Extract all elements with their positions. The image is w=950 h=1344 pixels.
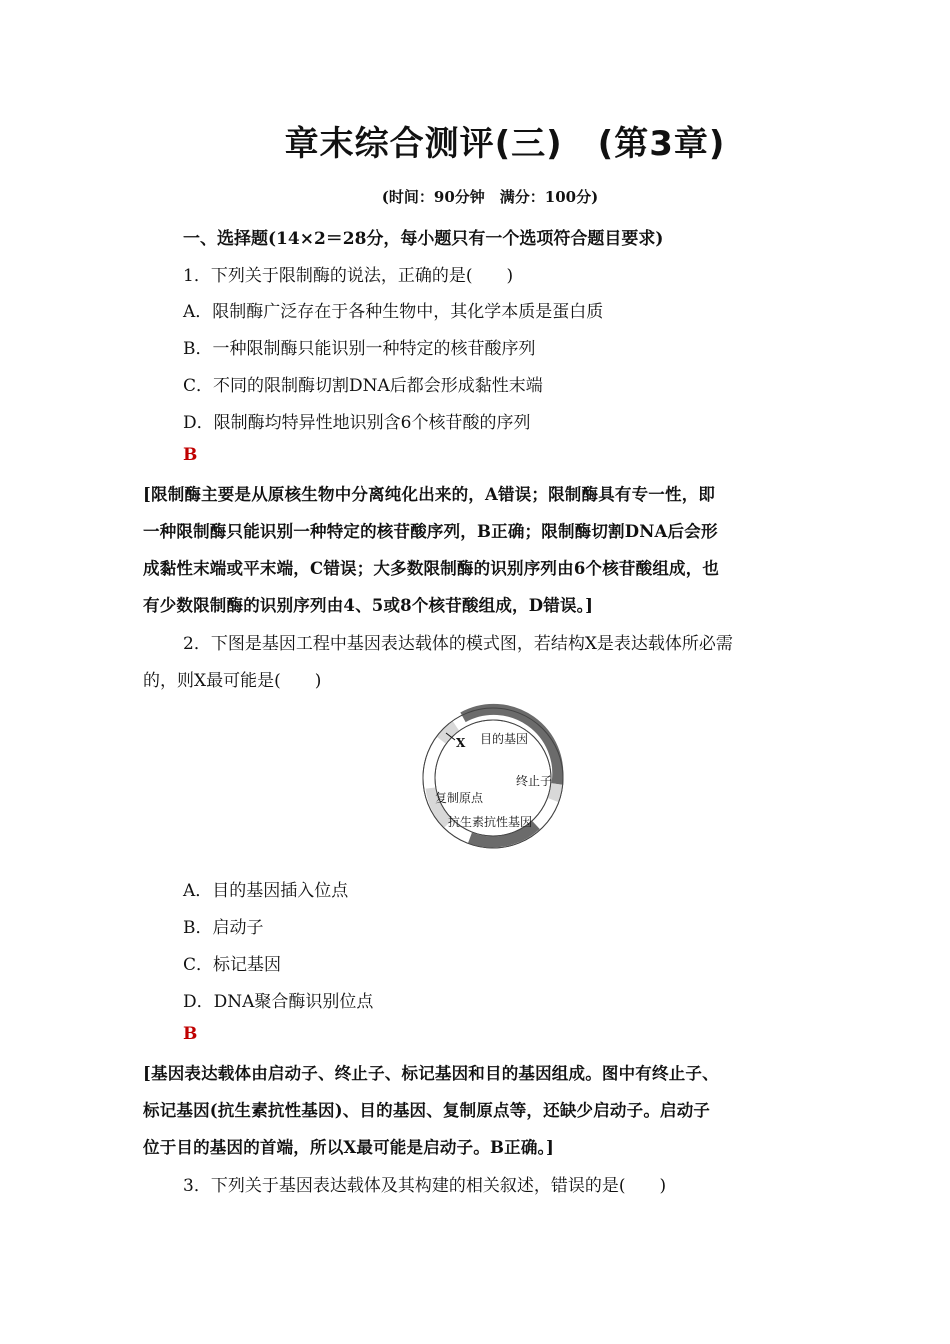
- q1-explanation-line-2: 一种限制酶只能识别一种特定的核苷酸序列，B正确；限制酶切割DNA后会形: [143, 522, 718, 541]
- q2-option-a: A．目的基因插入位点: [183, 881, 349, 901]
- label-terminator: 终止子: [516, 774, 553, 788]
- q1-explanation-line-1: [限制酶主要是从原核生物中分离纯化出来的，A错误；限制酶具有专一性，即: [143, 485, 716, 504]
- q2-option-b: B．启动子: [183, 918, 264, 938]
- q1-option-c: C．不同的限制酶切割DNA后都会形成黏性末端: [183, 376, 543, 396]
- q1-option-a: A．限制酶广泛存在于各种生物中，其化学本质是蛋白质: [183, 302, 604, 322]
- q1-explanation-line-4: 有少数限制酶的识别序列由4、5或8个核苷酸组成，D错误。]: [143, 596, 594, 615]
- q2-explanation-line-3: 位于目的基因的首端，所以X最可能是启动子。B正确。]: [143, 1138, 555, 1157]
- exam-info: (时间：90分钟 满分：100分): [381, 188, 599, 206]
- q2-answer: B: [183, 1024, 198, 1044]
- q3-stem: 3．下列关于基因表达载体及其构建的相关叙述，错误的是( ): [183, 1176, 667, 1196]
- q2-explanation-line-1: [基因表达载体由启动子、终止子、标记基因和目的基因组成。图中有终止子、: [143, 1064, 719, 1083]
- q1-option-b: B．一种限制酶只能识别一种特定的核苷酸序列: [183, 339, 536, 359]
- q1-answer: B: [183, 445, 198, 465]
- q1-option-d: D．限制酶均特异性地识别含6个核苷酸的序列: [183, 413, 531, 433]
- label-origin: 复制原点: [435, 791, 484, 805]
- q2-stem-line-2: 的，则X最可能是( ): [143, 671, 322, 691]
- q2-stem-line-1: 2．下图是基因工程中基因表达载体的模式图，若结构X是表达载体所必需: [183, 634, 733, 654]
- label-resistance-gene: 抗生素抗性基因: [448, 815, 533, 829]
- q2-option-c: C．标记基因: [183, 955, 282, 975]
- label-x: X: [456, 736, 466, 750]
- q1-stem: 1．下列关于限制酶的说法，正确的是( ): [183, 266, 514, 286]
- q2-explanation-line-2: 标记基因(抗生素抗性基因)、目的基因、复制原点等，还缺少启动子。启动子: [143, 1101, 711, 1120]
- expression-vector-diagram: [408, 700, 578, 860]
- terminator-segment: [553, 784, 557, 800]
- section-heading: 一、选择题(14×2＝28分，每小题只有一个选项符合题目要求): [183, 229, 664, 249]
- q2-option-d: D．DNA聚合酶识别位点: [183, 992, 374, 1012]
- page-title: 章末综合测评(三) (第3章): [284, 124, 726, 164]
- q1-explanation-line-3: 成黏性末端或平末端，C错误；大多数限制酶的识别序列由6个核苷酸组成，也: [143, 559, 720, 578]
- label-target-gene: 目的基因: [480, 732, 529, 746]
